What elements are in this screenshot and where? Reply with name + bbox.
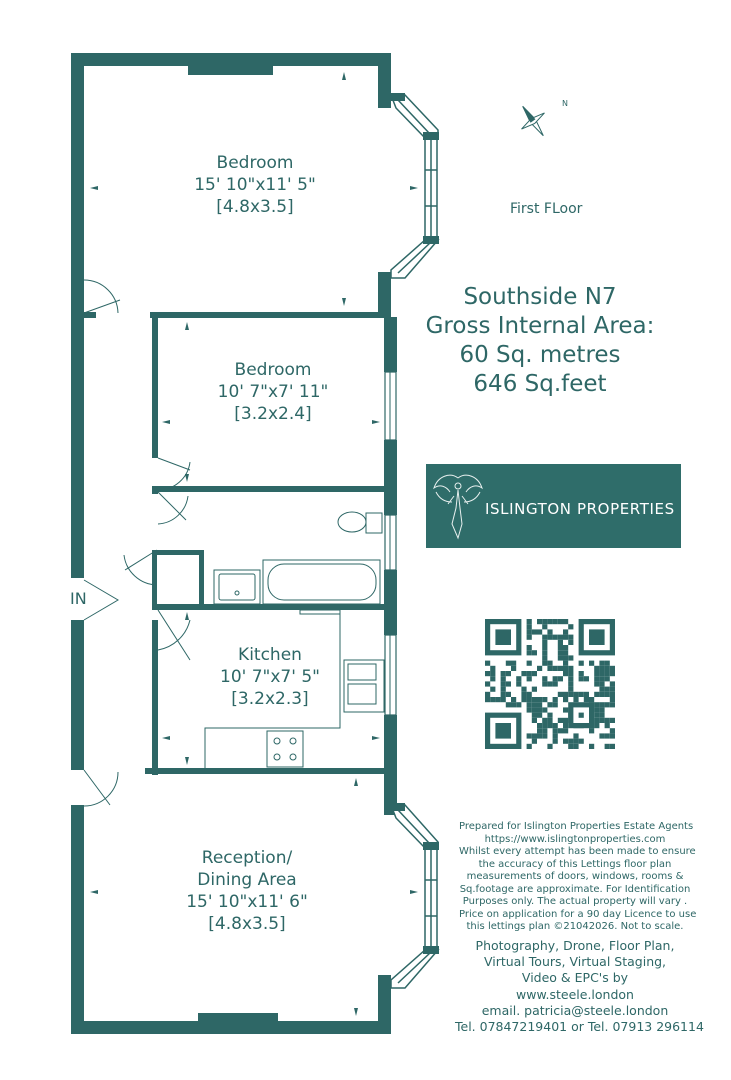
floor-label: First FLoor bbox=[510, 201, 583, 217]
credits-line: Virtual Tours, Virtual Staging, bbox=[483, 954, 667, 970]
disclaimer-line: Price on application for a 90 day Licence to use bbox=[459, 908, 697, 920]
window-bottom bbox=[198, 1013, 278, 1022]
wall-bed1-bed2 bbox=[150, 312, 390, 318]
wall-kitchen-bottom bbox=[145, 768, 390, 774]
room-dims-imperial: 10' 7"x7' 5" bbox=[220, 667, 320, 687]
outer-wall-left-bottom bbox=[71, 805, 84, 1033]
room-dims-metric: [3.2x2.4] bbox=[234, 404, 312, 424]
room-name-line1: Reception/ bbox=[201, 848, 293, 868]
outer-wall-bottom bbox=[71, 1021, 391, 1034]
wall-kitchen-left bbox=[152, 620, 158, 775]
room-dims-imperial: 15' 10"x11' 5" bbox=[194, 175, 316, 195]
room-name: Bedroom bbox=[216, 153, 294, 173]
wall-bath-kitchen bbox=[152, 604, 390, 610]
room-dims-metric: [4.8x3.5] bbox=[208, 914, 286, 934]
disclaimer-line: https://www.islingtonproperties.com bbox=[484, 833, 666, 845]
wall-bed2-bath bbox=[152, 486, 390, 492]
qr-code-icon bbox=[485, 619, 615, 749]
compass-north-label: N bbox=[562, 99, 568, 108]
area-summary bbox=[420, 283, 660, 399]
outer-wall-left-mid bbox=[71, 313, 84, 578]
room-label-kitchen bbox=[180, 644, 360, 710]
disclaimer-line: measurements of doors, windows, rooms & bbox=[466, 871, 684, 882]
room-name: Bedroom bbox=[234, 360, 312, 380]
angel-logo-icon bbox=[428, 468, 488, 546]
credits-line: www.steele.london bbox=[516, 986, 634, 1002]
room-name-line2: Dining Area bbox=[197, 870, 297, 890]
credits-line: Tel. 07847219401 or Tel. 07913 296114 bbox=[455, 1019, 704, 1035]
disclaimer-line: Sq.footage are approximate. For Identification bbox=[459, 883, 691, 895]
outer-wall-left bbox=[71, 53, 84, 313]
outer-wall-left-low bbox=[71, 620, 84, 770]
credits-line: Photography, Drone, Floor Plan, bbox=[475, 938, 675, 953]
room-dims-metric: [3.2x2.3] bbox=[231, 689, 309, 709]
room-label-bedroom-2 bbox=[183, 359, 363, 425]
room-label-reception bbox=[157, 847, 337, 935]
disclaimer-line: Purposes only. The actual property will vary . bbox=[462, 896, 688, 907]
disclaimer-line: the accuracy of this Lettings floor plan bbox=[478, 858, 672, 870]
disclaimer-line: this lettings plan ©21042026. Not to scale. bbox=[466, 921, 684, 932]
wall-bed2-left bbox=[152, 318, 158, 458]
area-imperial: 646 Sq.feet bbox=[473, 371, 607, 397]
area-title: Gross Internal Area: bbox=[425, 313, 655, 339]
area-metric: 60 Sq. metres bbox=[459, 342, 621, 368]
credits-text bbox=[455, 938, 704, 1035]
room-name: Kitchen bbox=[238, 645, 302, 665]
window-top bbox=[188, 66, 273, 75]
disclaimer-line: Whilst every attempt has been made to ensure bbox=[459, 846, 696, 857]
credits-line: email. patricia@steele.london bbox=[481, 1002, 669, 1018]
room-label-bedroom-1 bbox=[165, 152, 345, 218]
entrance-label: IN bbox=[70, 589, 87, 608]
room-dims-imperial: 10' 7"x7' 11" bbox=[217, 382, 329, 402]
compass-icon bbox=[511, 98, 555, 144]
room-dims-imperial: 15' 10"x11' 6" bbox=[186, 892, 308, 912]
outer-wall-top bbox=[71, 53, 391, 66]
disclaimer-line: Prepared for Islington Properties Estate Agents bbox=[459, 821, 694, 832]
disclaimer-text bbox=[459, 821, 697, 934]
property-address: Southside N7 bbox=[463, 284, 617, 310]
room-dims-metric: [4.8x3.5] bbox=[216, 197, 294, 217]
credits-line: Video & EPC's by bbox=[521, 970, 629, 986]
company-logo bbox=[426, 464, 681, 548]
logo-text: ISLINGTON PROPERTIES bbox=[485, 500, 675, 518]
